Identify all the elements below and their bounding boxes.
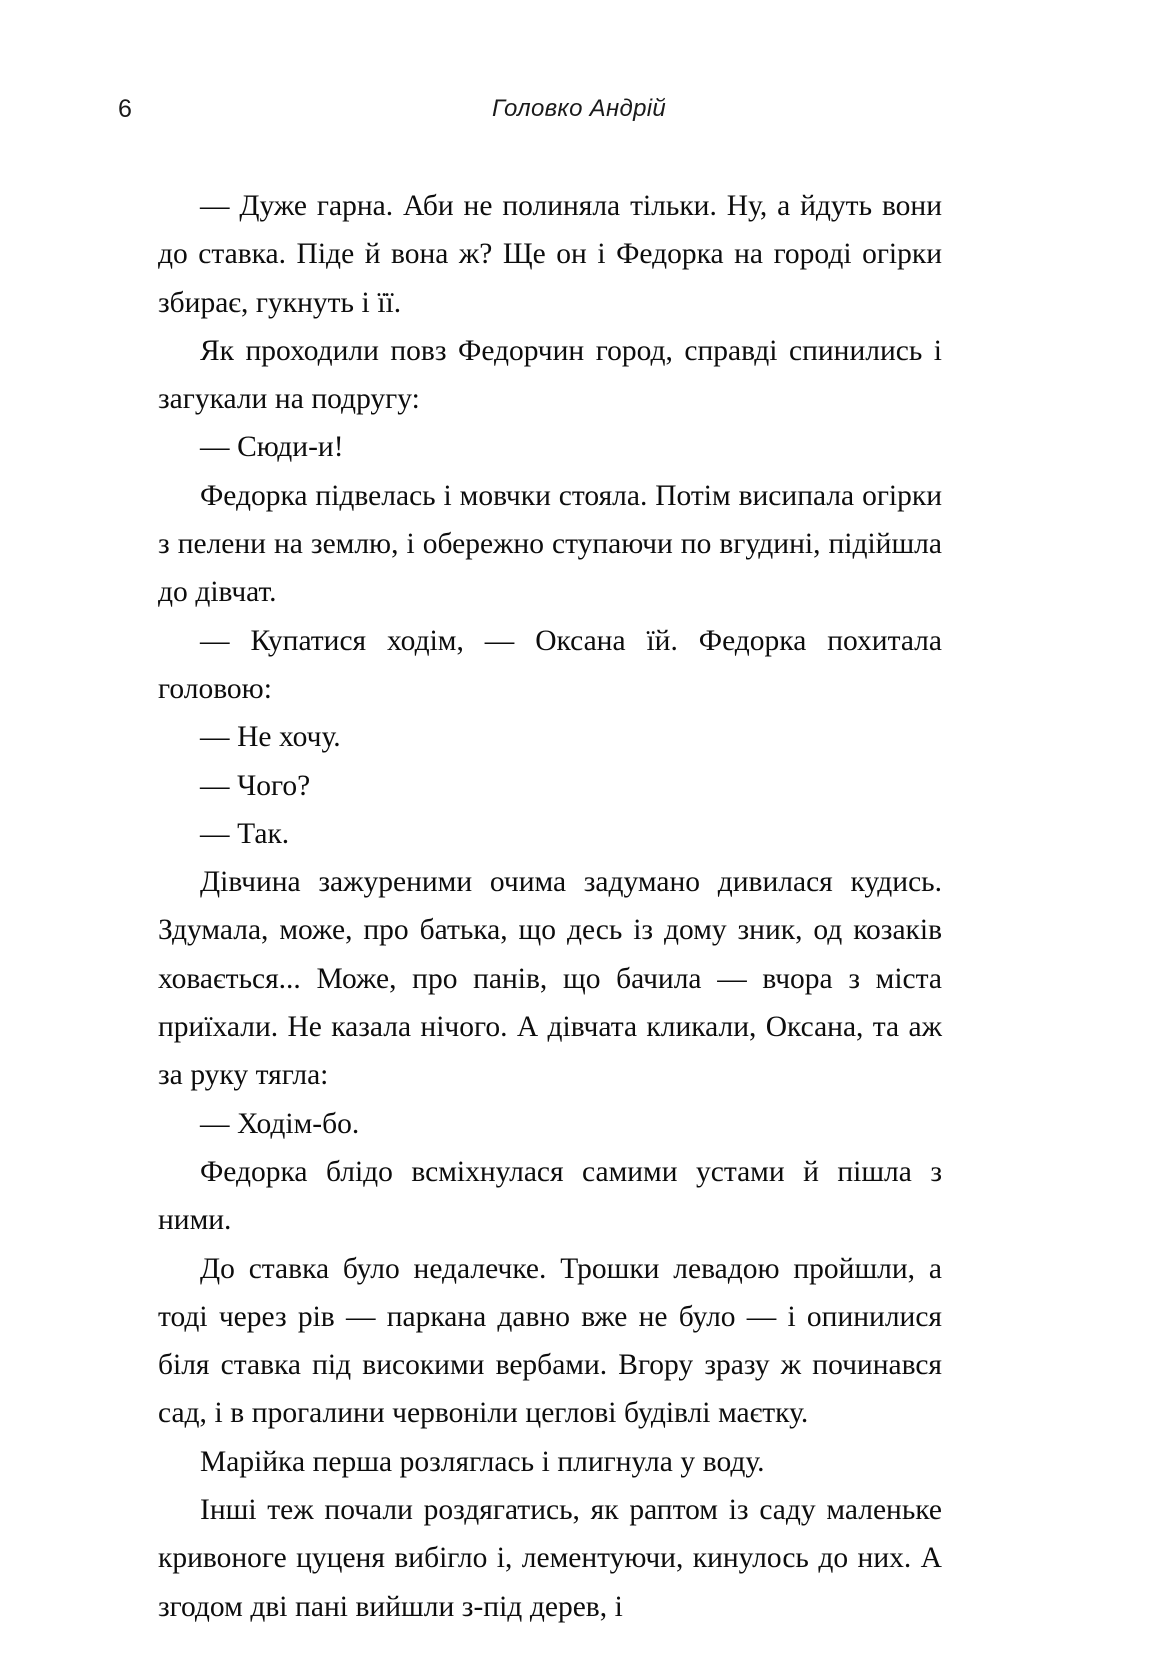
paragraph: — Ходім-бо. [200, 1107, 360, 1140]
paragraph: Як проходили повз Федорчин город, справді спинились і загукали на подругу: [158, 334, 942, 416]
paragraph: — Дуже гарна. Аби не полиняла тільки. Ну, а йдуть вони до ставка. Піде й вона ж? Ще он і Федорка на городі огірки збирає, гукнуть і її. [158, 190, 942, 319]
paragraph: Федорка блідо всміхнулася самими устами й пішла з ними. [158, 1155, 942, 1237]
running-head-title: Головко Андрій [492, 95, 666, 122]
paragraph: Дівчина зажуреними очима задумано дивилася кудись. Здумала, може, про батька, що десь із дому зник, од козаків ховається... Може, про панів, що бачила — вчора з міста приїхали. Не казала нічого. А дівчата кликали, Оксана, та аж за руку тягла: [158, 866, 942, 1092]
paragraph: Федорка підвелась і мовчки стояла. Потім висипала огірки з пелени на землю, і обережно ступаючи по вгудині, підійшла до дівчат. [158, 479, 942, 609]
paragraph: — Не хочу. [200, 721, 341, 754]
paragraph: — Купатися ходім, — Оксана їй. Федорка похитала головою: [158, 624, 942, 705]
paragraph: Інші теж почали роздягатись, як раптом із саду маленьке кривоноге цуценя вибігло і, лементуючи, кинулось до них. А згодом дві пані вийшли з-під дерев, і [158, 1494, 942, 1623]
paragraph: Марійка перша розляглась і плигнула у воду. [200, 1445, 765, 1478]
paragraph: — Чого? [200, 769, 311, 802]
page-number: 6 [118, 95, 133, 123]
body-text [158, 182, 942, 1631]
running-head [0, 92, 1158, 126]
paragraph: До ставка було недалечке. Трошки левадою пройшли, а тоді через рів — паркана давно вже не було — і опинилися біля ставка під високими вербами. Вгору зразу ж починався сад, і в прогалини червоніли цеглові будівлі маєтку. [158, 1252, 942, 1430]
paragraph: — Сюди-и! [200, 431, 344, 464]
paragraph: — Так. [200, 817, 290, 850]
